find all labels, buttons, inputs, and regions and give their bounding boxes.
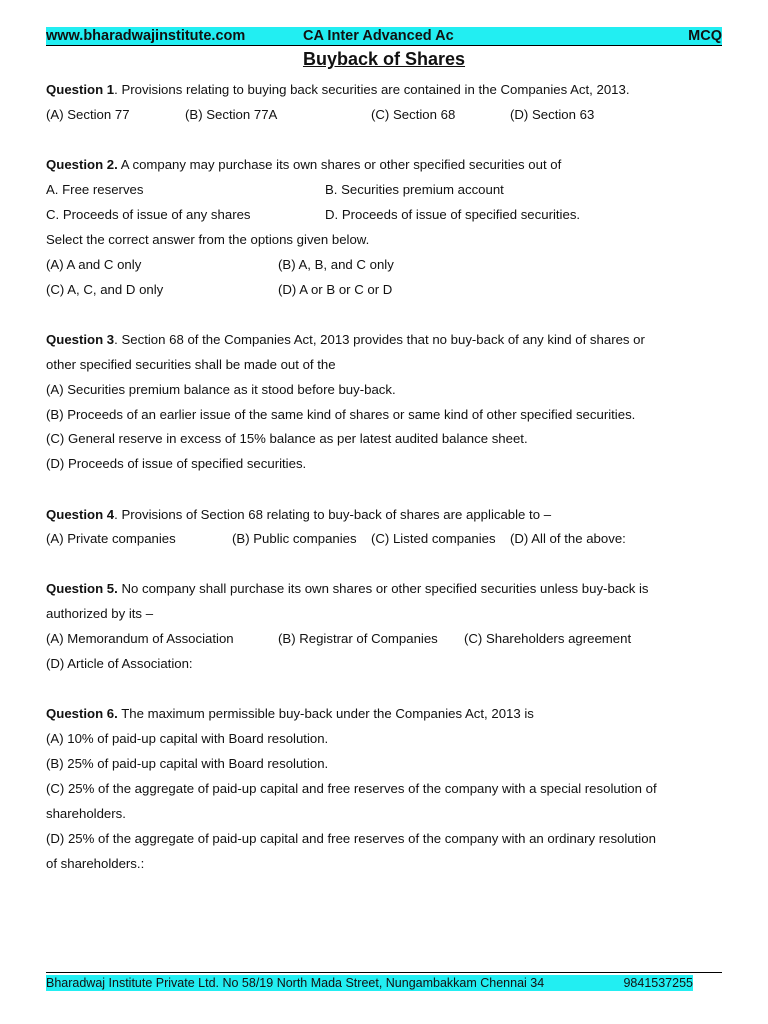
question-6 <box>46 705 534 723</box>
q1-option-c: (C) Section 68 <box>371 107 456 122</box>
header-tag: MCQ <box>688 28 722 44</box>
question-2-text: A company may purchase its own shares or other specified securities out of <box>117 157 562 172</box>
q2-instruction: Select the correct answer from the options given below. <box>46 232 370 247</box>
question-2-label: Question 2. <box>46 157 118 172</box>
q2-item-d: D. Proceeds of issue of specified securities. <box>325 207 581 222</box>
q2-option-d: (D) A or B or C or D <box>278 282 393 297</box>
question-2 <box>46 156 561 174</box>
question-5-text-cont: authorized by its – <box>46 606 154 621</box>
q3-option-b: (B) Proceeds of an earlier issue of the same kind of shares or same kind of other specified securities. <box>46 407 636 422</box>
question-3 <box>46 331 645 349</box>
q5-option-b: (B) Registrar of Companies <box>278 631 438 646</box>
question-3-text-cont: other specified securities shall be made out of the <box>46 357 336 372</box>
question-6-text: The maximum permissible buy-back under the Companies Act, 2013 is <box>117 706 534 721</box>
q6-option-d-cont: of shareholders.: <box>46 856 145 871</box>
q6-option-d: (D) 25% of the aggregate of paid-up capital and free reserves of the company with an ordinary resolution <box>46 831 656 846</box>
q6-option-b: (B) 25% of paid-up capital with Board resolution. <box>46 756 329 771</box>
q2-item-a: A. Free reserves <box>46 182 144 197</box>
question-1-text: . Provisions relating to buying back securities are contained in the Companies Act, 2013. <box>114 82 630 97</box>
footer-phone: 9841537255 <box>623 976 693 990</box>
document-title: Buyback of Shares <box>302 49 466 69</box>
question-5-label: Question 5. <box>46 581 118 596</box>
q5-option-d: (D) Article of Association: <box>46 656 193 671</box>
q5-option-c: (C) Shareholders agreement <box>464 631 632 646</box>
q4-option-d: (D) All of the above: <box>510 531 626 546</box>
header-rule <box>46 45 722 46</box>
question-4-label: Question 4 <box>46 507 115 522</box>
q2-option-a: (A) A and C only <box>46 257 142 272</box>
question-4-text: . Provisions of Section 68 relating to buy-back of shares are applicable to – <box>114 507 552 522</box>
q4-option-b: (B) Public companies <box>232 531 357 546</box>
footer-address: Bharadwaj Institute Private Ltd. No 58/19 North Mada Street, Nungambakkam Chennai 34 <box>46 976 545 990</box>
q1-option-d: (D) Section 63 <box>510 107 595 122</box>
q6-option-c: (C) 25% of the aggregate of paid-up capital and free reserves of the company with a special resolution of <box>46 781 657 796</box>
q6-option-c-cont: shareholders. <box>46 806 126 821</box>
footer-rule <box>46 972 722 973</box>
question-3-text: . Section 68 of the Companies Act, 2013 provides that no buy-back of any kind of shares or <box>114 332 645 347</box>
page-footer <box>46 975 693 991</box>
question-5 <box>46 580 649 598</box>
header-course: CA Inter Advanced Ac <box>303 28 454 44</box>
header-website: www.bharadwajinstitute.com <box>46 28 246 44</box>
question-4 <box>46 506 551 524</box>
q2-item-c: C. Proceeds of issue of any shares <box>46 207 251 222</box>
q5-option-a: (A) Memorandum of Association <box>46 631 234 646</box>
q2-option-b: (B) A, B, and C only <box>278 257 394 272</box>
page-header <box>46 27 722 45</box>
q4-option-a: (A) Private companies <box>46 531 176 546</box>
question-3-label: Question 3 <box>46 332 115 347</box>
q3-option-c: (C) General reserve in excess of 15% balance as per latest audited balance sheet. <box>46 431 528 446</box>
q3-option-a: (A) Securities premium balance as it stood before buy-back. <box>46 382 396 397</box>
q1-option-a: (A) Section 77 <box>46 107 130 122</box>
q6-option-a: (A) 10% of paid-up capital with Board resolution. <box>46 731 329 746</box>
question-1 <box>46 81 630 99</box>
q3-option-d: (D) Proceeds of issue of specified securities. <box>46 456 307 471</box>
q2-item-b: B. Securities premium account <box>325 182 504 197</box>
question-1-label: Question 1 <box>46 82 115 97</box>
question-5-text: No company shall purchase its own shares or other specified securities unless buy-back is <box>117 581 649 596</box>
q4-option-c: (C) Listed companies <box>371 531 496 546</box>
q1-option-b: (B) Section 77A <box>185 107 278 122</box>
question-6-label: Question 6. <box>46 706 118 721</box>
q2-option-c: (C) A, C, and D only <box>46 282 164 297</box>
